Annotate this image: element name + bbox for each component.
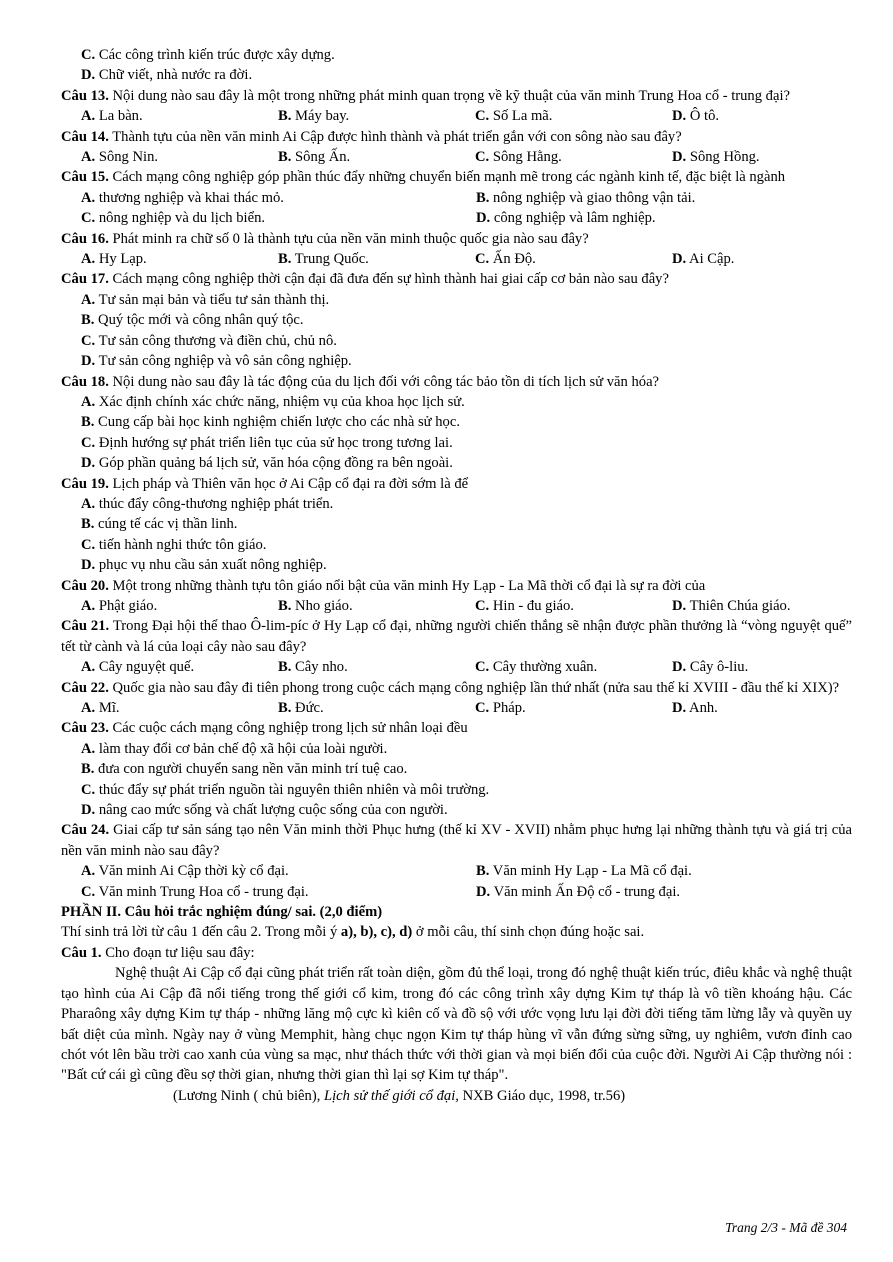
option-text: Sông Hồng. xyxy=(686,149,760,166)
option-text: làm thay đổi cơ bản chế độ xã hội của loài người. xyxy=(95,740,388,757)
option-label: D. xyxy=(672,149,687,166)
option-label: C. xyxy=(81,210,96,227)
part2-instruction xyxy=(61,922,852,942)
options-row xyxy=(61,800,852,820)
question-stem xyxy=(61,616,852,657)
question-stem xyxy=(61,229,852,249)
citation-author: (Lương Ninh ( chủ biên), xyxy=(173,1087,324,1104)
question-text: Thành tựu của nền văn minh Ai Cập được hình thành và phát triển gắn với con sông nào sau đây? xyxy=(108,128,682,145)
option-text: Ai Cập. xyxy=(686,251,735,268)
answer-option xyxy=(278,249,475,269)
options-row xyxy=(61,147,852,167)
answer-option xyxy=(475,698,672,718)
question-stem xyxy=(61,576,852,596)
option-label: B. xyxy=(476,863,490,880)
options-row xyxy=(61,555,852,575)
option-text: Tư sản mại bản và tiểu tư sản thành thị. xyxy=(95,291,330,308)
option-text: Hin - đu giáo. xyxy=(489,597,574,614)
answer-option xyxy=(81,414,460,430)
answer-option xyxy=(672,657,869,677)
option-text: Văn minh Ai Cập thời kỳ cổ đại. xyxy=(95,863,289,880)
question-block xyxy=(61,269,852,371)
question-block xyxy=(61,167,852,228)
answer-option xyxy=(81,333,337,349)
options-row xyxy=(61,739,852,759)
option-text: đưa con người chuyển sang nền văn minh trí tuệ cao. xyxy=(94,761,408,778)
answer-option xyxy=(81,761,407,777)
option-label: B. xyxy=(278,149,292,166)
question-number: Câu 1. xyxy=(61,944,102,961)
question-number: Câu 21. xyxy=(61,618,110,635)
question-text: Quốc gia nào sau đây đi tiên phong trong cuộc cách mạng công nghiệp lần thứ nhất (nửa sau thế kỉ XVIII - đầu thế kỉ XIX)? xyxy=(108,679,840,696)
instruction-text-end: ở mỗi câu, thí sinh chọn đúng hoặc sai. xyxy=(412,924,645,941)
option-text: Mĩ. xyxy=(95,700,120,716)
option-line xyxy=(61,45,852,65)
answer-option xyxy=(81,292,329,308)
options-row xyxy=(61,331,852,351)
option-label: B. xyxy=(81,761,95,778)
option-text: Phật giáo. xyxy=(95,597,158,614)
option-label: D. xyxy=(81,455,96,472)
option-label: C. xyxy=(475,108,490,125)
question-block xyxy=(61,372,852,474)
option-label: B. xyxy=(476,189,490,206)
options-row xyxy=(61,412,852,432)
answer-option xyxy=(475,147,672,167)
answer-option xyxy=(278,657,475,677)
option-label: C. xyxy=(475,597,490,614)
option-text: Nho giáo. xyxy=(291,597,353,614)
options-row xyxy=(61,861,852,881)
options-row xyxy=(61,392,852,412)
answer-option xyxy=(278,596,475,616)
option-label: B. xyxy=(278,700,292,716)
option-text: La bàn. xyxy=(95,108,143,125)
option-label: B. xyxy=(278,251,292,268)
option-label: D. xyxy=(672,700,687,716)
option-text: thúc đẩy công-thương nghiệp phát triển. xyxy=(95,495,334,512)
answer-option xyxy=(672,106,869,126)
answer-option xyxy=(672,249,869,269)
question-stem xyxy=(61,167,852,187)
answer-option xyxy=(475,249,672,269)
question-text: Nội dung nào sau đây là một trong những phát minh quan trọng về kỹ thuật của văn minh Trung Hoa cổ - trung đại? xyxy=(108,87,790,104)
part2-question-1 xyxy=(61,943,852,963)
option-label: B. xyxy=(81,414,95,431)
question-stem xyxy=(61,820,852,861)
option-label: A. xyxy=(81,495,96,512)
question-number: Câu 14. xyxy=(61,128,109,145)
question-stem xyxy=(61,718,852,738)
answer-option xyxy=(81,208,476,228)
question-text: Phát minh ra chữ số 0 là thành tựu của nền văn minh thuộc quốc gia nào sau đây? xyxy=(108,230,589,247)
answer-option xyxy=(81,188,476,208)
option-label: C. xyxy=(81,332,96,349)
options-row xyxy=(61,780,852,800)
option-label: D. xyxy=(81,353,96,370)
answer-option xyxy=(81,455,453,471)
citation-publisher: NXB Giáo dục, 1998, tr.56) xyxy=(458,1087,626,1104)
question-block xyxy=(61,616,852,677)
options-row xyxy=(61,535,852,555)
answer-option xyxy=(672,147,869,167)
question-block xyxy=(61,229,852,270)
option-label: D. xyxy=(476,210,491,227)
answer-option xyxy=(672,596,869,616)
options-row xyxy=(61,188,852,208)
option-text: nâng cao mức sống và chất lượng cuộc sống của con người. xyxy=(95,802,448,819)
options-row xyxy=(61,698,852,718)
option-label: C. xyxy=(475,659,490,676)
answer-option xyxy=(476,188,871,208)
option-label: C. xyxy=(475,700,490,716)
option-label: A. xyxy=(81,700,96,716)
option-label: D. xyxy=(672,659,687,676)
option-label: C. xyxy=(81,536,96,553)
option-text: Sông Ấn. xyxy=(291,149,351,166)
option-label: B. xyxy=(81,312,95,329)
question-number: Câu 22. xyxy=(61,679,109,696)
options-row xyxy=(61,759,852,779)
option-text: cúng tế các vị thần linh. xyxy=(94,516,238,533)
answer-option xyxy=(278,147,475,167)
option-line xyxy=(61,65,852,85)
question-text: Một trong những thành tựu tôn giáo nổi bật của văn minh Hy Lạp - La Mã thời cổ đại là sự ra đời của xyxy=(108,577,706,594)
option-text: Anh. xyxy=(686,700,718,716)
option-label: A. xyxy=(81,149,96,166)
question-stem xyxy=(61,127,852,147)
answer-option xyxy=(81,861,476,881)
option-text: Ấn Độ. xyxy=(489,251,536,268)
instruction-bold: a), b), c), d) xyxy=(340,924,413,941)
option-text: Cây nho. xyxy=(291,659,348,676)
source-passage: Nghệ thuật Ai Cập cổ đại cũng phát triển rất toàn diện, gồm đủ thể loại, trong đó nghệ thuật kiến trúc, điêu khắc và nghệ thuật tạo hình của Ai Cập đã nổi tiếng trong thế giới cổ kim, trong đó các công trình xây dựng Kim tự tháp là vô tiền khoáng hậu. Các Pharaông xây dựng Kim tự tháp - những lăng mộ cực kì kiên cố và đồ sộ với ước vọng lưu lại đời đời tiếng tăm lừng lẫy và quyền uy bất diệt của mình. Ngày nay ở vùng Memphit, hàng chục ngọn Kim tự tháp hùng vĩ vẫn đứng sừng sững, uy nghiêm, vươn đỉnh cao chót vót lên bầu trời cao xanh của vùng sa mạc, như thách thức với thời gian và mọi biến đổi của cuộc đời. Người Ai Cập thường nói : "Bất cứ cái gì cũng đều sợ thời gian, nhưng thời gian thì lại sợ Kim tự tháp". xyxy=(61,965,852,1084)
option-text: Hy Lạp. xyxy=(95,251,147,268)
option-text: Văn minh Ấn Độ cổ - trung đại. xyxy=(490,883,681,900)
options-row xyxy=(61,433,852,453)
option-text: Cây thường xuân. xyxy=(489,659,598,676)
option-label: C. xyxy=(81,47,96,63)
option-text: Sông Nin. xyxy=(95,149,159,166)
answer-option xyxy=(81,353,352,369)
option-label: C. xyxy=(475,149,490,166)
option-label: D. xyxy=(81,557,96,574)
answer-option xyxy=(81,782,489,798)
options-row xyxy=(61,514,852,534)
option-label: B. xyxy=(278,659,292,676)
question-stem xyxy=(61,678,852,698)
option-text: Đức. xyxy=(291,700,324,716)
question-list xyxy=(61,86,852,902)
option-label: C. xyxy=(475,251,490,268)
question-number: Câu 24. xyxy=(61,822,110,839)
option-text: Máy bay. xyxy=(291,108,350,125)
answer-option xyxy=(476,208,871,228)
question-number: Câu 18. xyxy=(61,373,109,390)
answer-option xyxy=(278,106,475,126)
answer-option xyxy=(81,657,278,677)
option-text: Góp phần quảng bá lịch sử, văn hóa cộng đồng ra bên ngoài. xyxy=(95,455,453,472)
option-label: C. xyxy=(81,434,96,451)
option-label: D. xyxy=(672,251,687,268)
answer-option xyxy=(81,435,453,451)
option-label: A. xyxy=(81,189,96,206)
option-text: Số La mã. xyxy=(489,108,553,125)
answer-option xyxy=(81,249,278,269)
question-stem xyxy=(61,474,852,494)
option-text: Sông Hằng. xyxy=(489,149,562,166)
option-label: A. xyxy=(81,740,96,757)
option-label: B. xyxy=(278,108,292,125)
answer-option xyxy=(81,882,476,902)
question-stem xyxy=(61,86,852,106)
option-text: Cây nguyệt quế. xyxy=(95,659,195,676)
answer-option xyxy=(81,147,278,167)
question-text: Cho đoạn tư liệu sau đây: xyxy=(101,944,255,961)
option-text: Chữ viết, nhà nước ra đời. xyxy=(95,67,253,84)
question-number: Câu 13. xyxy=(61,87,109,104)
question-stem xyxy=(61,372,852,392)
option-label: D. xyxy=(476,883,491,900)
option-text: Trung Quốc. xyxy=(291,251,369,268)
options-row xyxy=(61,249,852,269)
question-text: Các cuộc cách mạng công nghiệp trong lịch sử nhân loại đều xyxy=(108,720,468,737)
citation-title: Lịch sử thế giới cổ đại, xyxy=(324,1087,459,1104)
question-number: Câu 19. xyxy=(61,475,109,492)
option-label: A. xyxy=(81,291,96,308)
option-label: B. xyxy=(278,597,292,614)
option-text: thúc đẩy sự phát triển nguồn tài nguyên thiên nhiên và môi trường. xyxy=(95,781,490,798)
answer-option xyxy=(81,516,237,532)
option-text: Xác định chính xác chức năng, nhiệm vụ của khoa học lịch sử. xyxy=(95,393,465,410)
answer-option xyxy=(475,106,672,126)
options-row xyxy=(61,106,852,126)
answer-option xyxy=(81,537,266,553)
answer-option xyxy=(475,657,672,677)
option-label: A. xyxy=(81,108,96,125)
question-block xyxy=(61,820,852,902)
options-row xyxy=(61,453,852,473)
option-text: Văn minh Hy Lạp - La Mã cổ đại. xyxy=(489,863,692,880)
answer-option xyxy=(672,698,869,718)
options-row xyxy=(61,882,852,902)
option-label: D. xyxy=(672,597,687,614)
option-text: Tư sản công nghiệp và vô sản công nghiệp. xyxy=(95,353,352,370)
answer-option xyxy=(81,557,327,573)
option-label: A. xyxy=(81,393,96,410)
question-number: Câu 15. xyxy=(61,169,109,186)
options-row xyxy=(61,290,852,310)
option-text: Pháp. xyxy=(489,700,526,716)
option-text: Quý tộc mới và công nhân quý tộc. xyxy=(94,312,304,329)
question-block xyxy=(61,86,852,127)
options-row xyxy=(61,208,852,228)
question-block xyxy=(61,678,852,719)
answer-option xyxy=(476,861,871,881)
option-label: D. xyxy=(81,67,96,84)
part2-heading-text: PHẦN II. Câu hỏi trắc nghiệm đúng/ sai. (2,0 điểm) xyxy=(61,904,383,921)
question-block xyxy=(61,718,852,820)
option-label: A. xyxy=(81,251,96,268)
instruction-text: Thí sinh trả lời từ câu 1 đến câu 2. Trong mỗi ý xyxy=(61,924,341,941)
answer-option xyxy=(81,698,278,718)
option-text: nông nghiệp và giao thông vận tải. xyxy=(489,189,696,206)
option-label: D. xyxy=(672,108,687,125)
option-text: nông nghiệp và du lịch biển. xyxy=(95,210,266,227)
question-block xyxy=(61,474,852,576)
question-text: Trong Đại hội thể thao Ô-lim-píc ở Hy Lạp cổ đại, những người chiến thắng sẽ nhận được phần thưởng là “vòng nguyệt quế” tết từ cành và lá của loại cây nào sau đây? xyxy=(61,618,853,655)
option-label: A. xyxy=(81,863,96,880)
option-text: Thiên Chúa giáo. xyxy=(686,597,791,614)
question-text: Lịch pháp và Thiên văn học ở Ai Cập cổ đại ra đời sớm là để xyxy=(108,475,469,492)
option-label: A. xyxy=(81,597,96,614)
answer-option xyxy=(81,394,465,410)
option-label: A. xyxy=(81,659,96,676)
source-citation xyxy=(61,1086,852,1106)
option-text: công nghiệp và lâm nghiệp. xyxy=(490,210,656,227)
question-text: Nội dung nào sau đây là tác động của du lịch đối với công tác bảo tồn di tích lịch sử văn hóa? xyxy=(108,373,660,390)
answer-option xyxy=(476,882,871,902)
answer-option xyxy=(475,596,672,616)
answer-option xyxy=(81,312,304,328)
answer-option xyxy=(278,698,475,718)
question-stem xyxy=(61,269,852,289)
option-label: C. xyxy=(81,883,96,900)
option-text: thương nghiệp và khai thác mỏ. xyxy=(95,189,284,206)
option-text: Các công trình kiến trúc được xây dựng. xyxy=(95,47,335,63)
question-number: Câu 20. xyxy=(61,577,109,594)
option-text: Ô tô. xyxy=(686,108,720,125)
option-label: D. xyxy=(81,802,96,819)
answer-option xyxy=(81,106,278,126)
question-number: Câu 16. xyxy=(61,230,109,247)
options-row xyxy=(61,657,852,677)
question-text: Giai cấp tư sản sáng tạo nên Văn minh thời Phục hưng (thế kỉ XV - XVII) nhằm phục hưng lại những thành tựu và giá trị của nền văn minh nào sau đây? xyxy=(61,822,853,859)
option-text: tiến hành nghi thức tôn giáo. xyxy=(95,536,267,553)
option-text: phục vụ nhu cầu sản xuất nông nghiệp. xyxy=(95,557,327,574)
option-label: C. xyxy=(81,781,96,798)
options-row xyxy=(61,596,852,616)
question-number: Câu 17. xyxy=(61,271,109,288)
option-text: Định hướng sự phát triển liên tục của sử học trong tương lai. xyxy=(95,434,453,451)
question-text: Cách mạng công nghiệp thời cận đại đã đưa đến sự hình thành hai giai cấp cơ bản nào sau đây? xyxy=(108,271,669,288)
option-text: Cung cấp bài học kinh nghiệm chiến lược cho các nhà sử học. xyxy=(94,414,460,431)
question-text: Cách mạng công nghiệp góp phần thúc đẩy những chuyển biến mạnh mẽ trong các ngành kinh tế, đặc biệt là ngành xyxy=(108,169,786,186)
question-block xyxy=(61,127,852,168)
answer-option xyxy=(81,741,387,757)
question-number: Câu 23. xyxy=(61,720,109,737)
page-footer: Trang 2/3 - Mã đề 304 xyxy=(725,1220,847,1235)
part2-heading xyxy=(61,902,852,922)
exam-page xyxy=(61,45,852,1106)
question-block xyxy=(61,576,852,617)
answer-option xyxy=(81,496,333,512)
option-text: Cây ô-liu. xyxy=(686,659,749,676)
option-label: B. xyxy=(81,516,95,533)
options-row xyxy=(61,351,852,371)
option-text: Tư sản công thương và điền chủ, chủ nô. xyxy=(95,332,337,349)
options-row xyxy=(61,494,852,514)
options-row xyxy=(61,310,852,330)
answer-option xyxy=(81,802,448,818)
answer-option xyxy=(81,596,278,616)
option-text: Văn minh Trung Hoa cổ - trung đại. xyxy=(95,883,309,900)
